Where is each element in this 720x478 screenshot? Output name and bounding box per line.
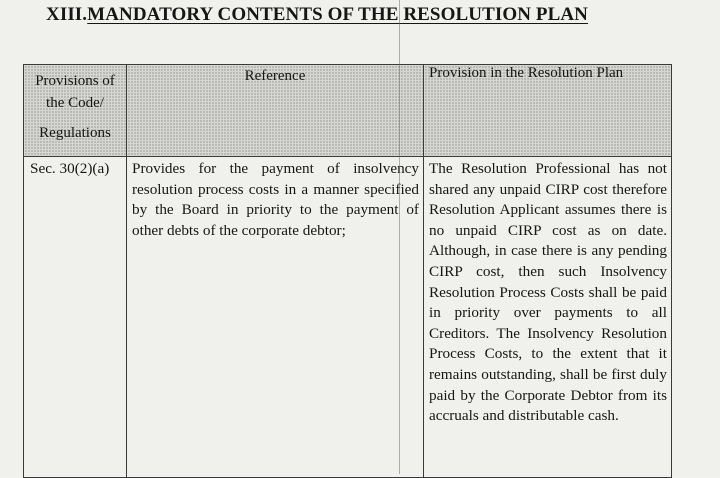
header-provisions-line1: Provisions of (35, 73, 115, 89)
page-fold-line (399, 0, 400, 474)
section-number: XIII. (46, 4, 88, 25)
section-heading (46, 4, 588, 26)
cell-section-ref: Sec. 30(2)(a) (24, 157, 127, 478)
header-provisions (24, 65, 127, 157)
header-reference: Reference (127, 65, 424, 157)
table-row (24, 157, 672, 478)
resolution-plan-table (23, 64, 672, 478)
section-title: MANDATORY CONTENTS OF THE RESOLUTION PLAN (87, 4, 589, 25)
header-provision-in-plan: Provision in the Resolution Plan (424, 65, 672, 157)
cell-reference: Provides for the payment of insolvency resolution process costs in a manner specified by the Board in priority to the payment of other debts of the corporate debtor; (127, 157, 424, 478)
table-header-row (24, 65, 672, 157)
cell-provision: The Resolution Professional has not shared any unpaid CIRP cost therefore Resolution Applicant assumes there is no unpaid CIRP cost as on date. Although, in case there is any pending CIRP cost, then such Insolvency Resolution Process Costs shall be paid in priority over payments to all Creditors. The Insolvency Resolution Process Costs, to the extent that it remains outstanding, shall be first duly paid by the Corporate Debtor from its accruals and distributable cash. (424, 157, 672, 478)
header-provisions-line2: the Code/ (46, 95, 104, 111)
header-provisions-line3: Regulations (39, 125, 111, 141)
